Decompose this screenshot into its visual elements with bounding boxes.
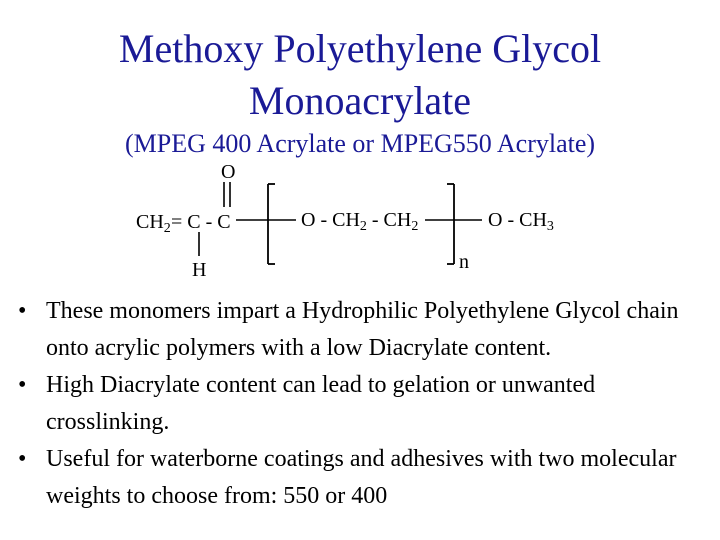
ch2-label: $CH_2$ <box>136 211 171 236</box>
bullet-marker: • <box>18 372 27 398</box>
slide-title-line-2: Monoacrylate <box>248 78 472 123</box>
methoxy-label: O - $CH_3$ <box>488 209 554 234</box>
bullet-text: Useful for waterborne coatings and adhesives with two molecular weights to choose from: 550 or 400 <box>46 446 677 509</box>
repeat-unit-label: O - $CH_2 - CH_2$ <box>301 209 419 234</box>
bullet-item <box>18 441 708 515</box>
bullet-marker: • <box>18 446 27 472</box>
bullet-text: High Diacrylate content can lead to gelation or unwanted crosslinking. <box>46 372 596 435</box>
bullet-item <box>18 367 708 441</box>
chemical-structure <box>120 158 580 280</box>
bullet-item <box>18 293 708 367</box>
bullet-marker: • <box>18 298 27 324</box>
repeat-count-n: n <box>459 251 469 273</box>
vinyl-carbons-label: = C - C <box>171 211 231 233</box>
hydrogen-label: H <box>192 259 207 280</box>
slide-subtitle: (MPEG 400 Acrylate or MPEG550 Acrylate) <box>124 129 596 158</box>
bullet-text: These monomers impart a Hydrophilic Polyethylene Glycol chain onto acrylic polymers with a low Diacrylate content. <box>46 298 679 361</box>
bullet-list <box>18 293 708 515</box>
carbonyl-oxygen-label: O <box>221 161 236 183</box>
slide-title-line-1: Methoxy Polyethylene Glycol <box>118 26 602 71</box>
